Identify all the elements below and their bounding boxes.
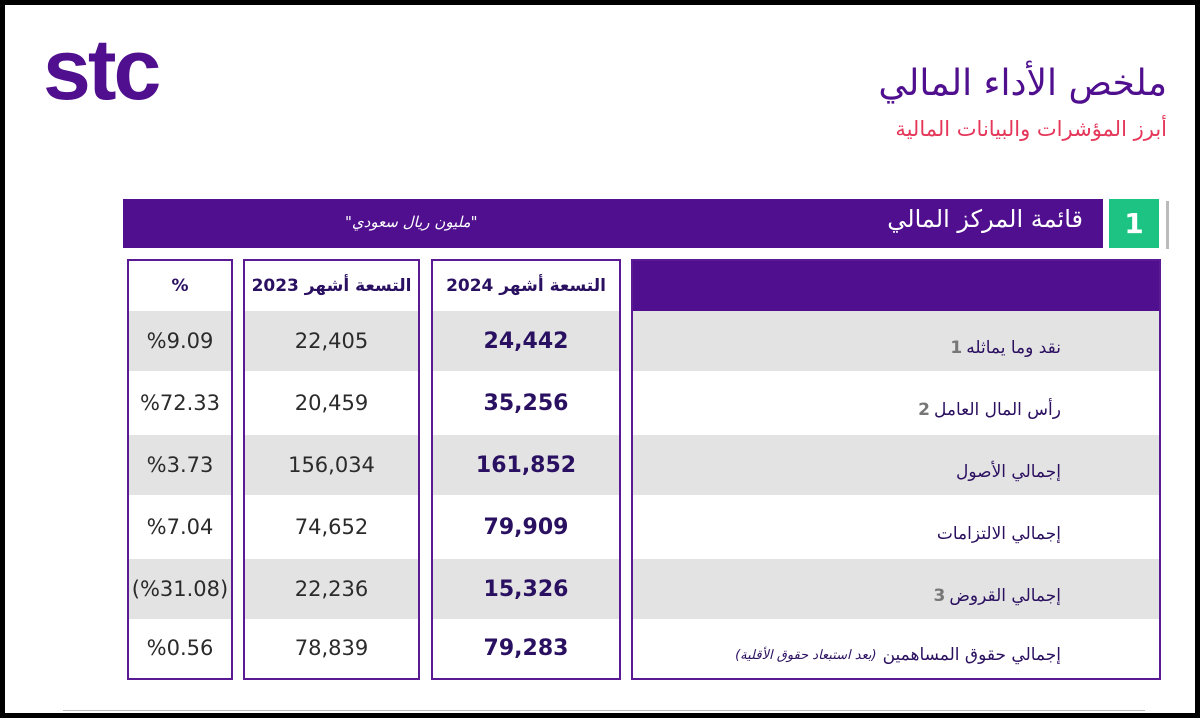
section-title: قائمة المركز المالي bbox=[887, 205, 1083, 233]
page-title: ملخص الأداء المالي bbox=[878, 63, 1167, 104]
label-column-header bbox=[633, 261, 1159, 311]
pct-cell: %3.73 bbox=[129, 435, 231, 495]
row-label-text: إجمالي القروض bbox=[949, 586, 1061, 606]
row-label bbox=[633, 497, 1159, 557]
bottom-divider bbox=[63, 710, 1145, 711]
row-label bbox=[633, 559, 1159, 619]
row-label-text: رأس المال العامل bbox=[933, 400, 1061, 420]
pct-column bbox=[127, 259, 233, 680]
row-label-text: إجمالي الأصول bbox=[956, 462, 1061, 482]
y2024-cell: 79,283 bbox=[483, 635, 569, 661]
label-column bbox=[631, 259, 1161, 680]
y2023-cell: 20,459 bbox=[294, 391, 369, 415]
footnote-marker: 1 bbox=[950, 338, 963, 358]
row-label-text: نقد وما يماثله bbox=[966, 338, 1061, 358]
y2024-column-header: التسعة أشهر 2024 bbox=[433, 261, 619, 313]
y2023-column-header: التسعة أشهر 2023 bbox=[245, 261, 418, 313]
pct-cell: (%31.08) bbox=[129, 559, 231, 619]
footnote-marker: 2 bbox=[918, 400, 930, 420]
y2023-cell: 22,405 bbox=[245, 311, 418, 371]
pct-cell: %7.04 bbox=[146, 515, 214, 539]
y2023-cell: 22,236 bbox=[245, 559, 418, 619]
footnote-marker: 3 bbox=[933, 586, 946, 606]
y2024-cell: 161,852 bbox=[433, 435, 619, 495]
y2024-cell: 15,326 bbox=[433, 559, 619, 619]
page-subtitle: أبرز المؤشرات والبيانات المالية bbox=[895, 117, 1167, 141]
y2023-cell: 156,034 bbox=[245, 435, 418, 495]
row-label-text: إجمالي الالتزامات bbox=[936, 524, 1061, 544]
stc-logo: stc bbox=[43, 22, 159, 118]
row-label bbox=[633, 311, 1159, 371]
pct-column-header: % bbox=[129, 261, 231, 313]
y2024-cell: 24,442 bbox=[433, 311, 619, 371]
row-label bbox=[633, 435, 1159, 495]
y2024-cell: 35,256 bbox=[483, 390, 569, 416]
section-unit-note: "مليون ريال سعودي" bbox=[345, 213, 478, 231]
y2023-cell: 78,839 bbox=[294, 636, 369, 660]
y2023-column bbox=[243, 259, 420, 680]
section-number-badge: 1 bbox=[1109, 199, 1159, 248]
row-label-text: إجمالي حقوق المساهمين bbox=[882, 645, 1061, 665]
pct-cell: %72.33 bbox=[139, 391, 221, 415]
y2023-cell: 74,652 bbox=[294, 515, 369, 539]
row-label bbox=[633, 618, 1159, 678]
row-label-note: (بعد استبعاد حقوق الأقلية) bbox=[735, 647, 877, 663]
row-label bbox=[633, 373, 1159, 433]
pct-cell: %0.56 bbox=[146, 636, 214, 660]
section-divider bbox=[1166, 201, 1169, 249]
y2024-column bbox=[431, 259, 621, 680]
pct-cell: %9.09 bbox=[129, 311, 231, 371]
y2024-cell: 79,909 bbox=[483, 514, 569, 540]
